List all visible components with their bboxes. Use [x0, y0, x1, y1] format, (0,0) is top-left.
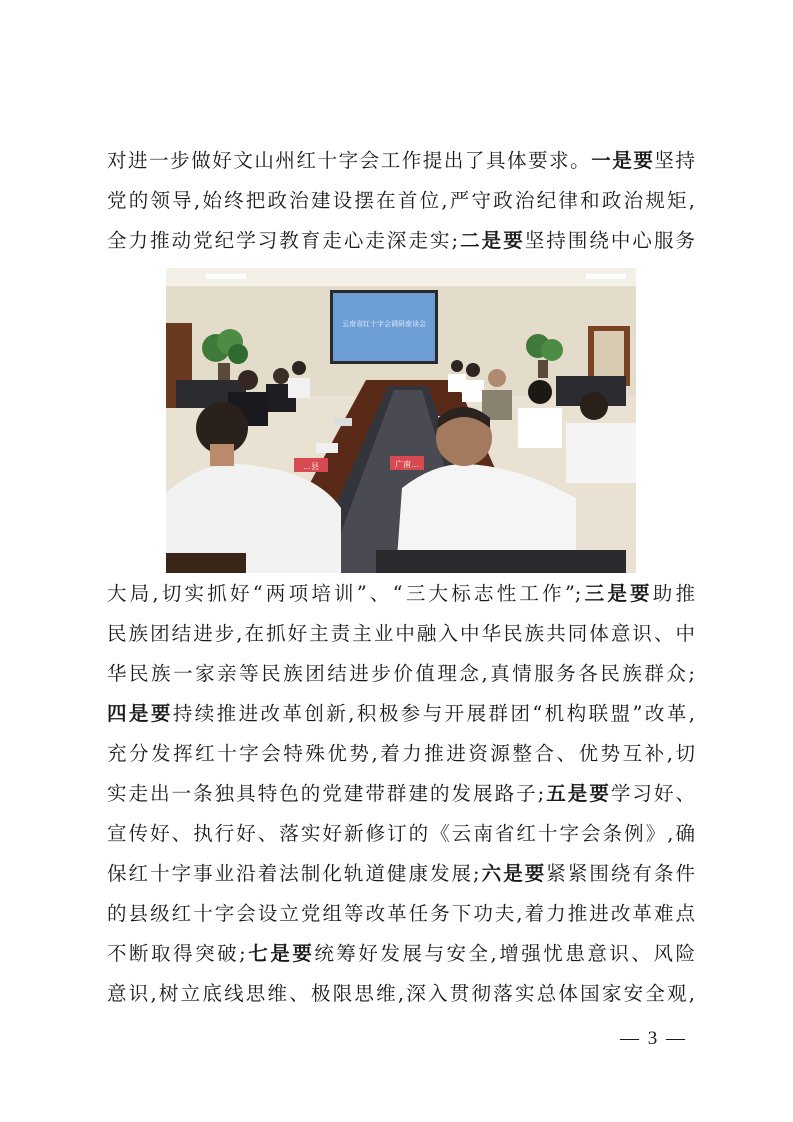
text-line — [107, 574, 695, 614]
text-line — [107, 181, 695, 221]
text-run: 大局,切实抓好“两项培训”、“三大标志性工作”; — [107, 582, 582, 605]
text-run: 不断取得突破; — [107, 942, 246, 965]
text-line — [107, 141, 695, 181]
paragraph-top — [107, 141, 695, 261]
text-run: 紧紧围绕有条件 — [546, 862, 695, 885]
emphasis-text: 一是要 — [591, 149, 655, 172]
page-number: — 3 — — [620, 1028, 687, 1049]
text-run: 华民族一家亲等民族团结进步价值理念,真情服务各民族群众; — [107, 662, 695, 685]
text-line — [107, 854, 695, 894]
text-run: 学习好、 — [610, 782, 695, 805]
text-run: 对进一步做好文山州红十字会工作提出了具体要求。 — [107, 149, 592, 172]
emphasis-text: 六是要 — [479, 862, 547, 885]
text-run: 坚持 — [654, 149, 695, 172]
text-run: 宣传好、执行好、落实好新修订的《云南省红十字会条例》,确 — [107, 822, 695, 845]
text-line — [107, 734, 695, 774]
text-run: 意识,树立底线思维、极限思维,深入贯彻落实总体国家安全观, — [107, 982, 695, 1005]
text-line — [107, 974, 695, 1014]
screen-caption: 云南省红十字会调研座谈会 — [342, 320, 426, 328]
text-run: 的县级红十字会设立党组等改革任务下功夫,着力推进改革难点 — [107, 902, 695, 925]
text-run: 民族团结进步,在抓好主责主业中融入中华民族共同体意识、中 — [107, 622, 695, 645]
emphasis-text: 五是要 — [544, 782, 611, 805]
emphasis-text: 二是要 — [458, 229, 525, 252]
text-line — [107, 614, 695, 654]
text-line — [107, 934, 695, 974]
text-run: 统筹好发展与安全,增强忧患意识、风险 — [314, 942, 695, 965]
text-line — [107, 221, 695, 261]
emphasis-text: 四是要 — [107, 702, 173, 725]
text-run: 坚持围绕中心服务 — [524, 229, 695, 252]
text-line — [107, 694, 695, 734]
nameplate-left: …县 — [303, 462, 319, 471]
meeting-photo — [166, 268, 636, 573]
text-run: 保红十字事业沿着法制化轨道健康发展; — [107, 862, 480, 885]
emphasis-text: 七是要 — [245, 942, 315, 965]
text-run: 实走出一条独具特色的党建带群建的发展路子; — [107, 782, 545, 805]
text-run: 持续推进改革创新,积极参与开展群团“机构联盟”改革, — [172, 702, 695, 725]
text-line — [107, 774, 695, 814]
nameplate-right: 广南… — [395, 460, 419, 469]
text-run: 助推 — [652, 582, 695, 605]
text-run: 全力推动党纪学习教育走心走深走实; — [107, 229, 459, 252]
text-line — [107, 814, 695, 854]
emphasis-text: 三是要 — [581, 582, 653, 605]
text-line — [107, 894, 695, 934]
text-line — [107, 654, 695, 694]
projection-screen — [330, 290, 438, 364]
paragraph-bottom — [107, 574, 695, 1014]
text-run: 党的领导,始终把政治建设摆在首位,严守政治纪律和政治规矩, — [107, 189, 695, 212]
text-run: 充分发挥红十字会特殊优势,着力推进资源整合、优势互补,切 — [107, 742, 695, 765]
